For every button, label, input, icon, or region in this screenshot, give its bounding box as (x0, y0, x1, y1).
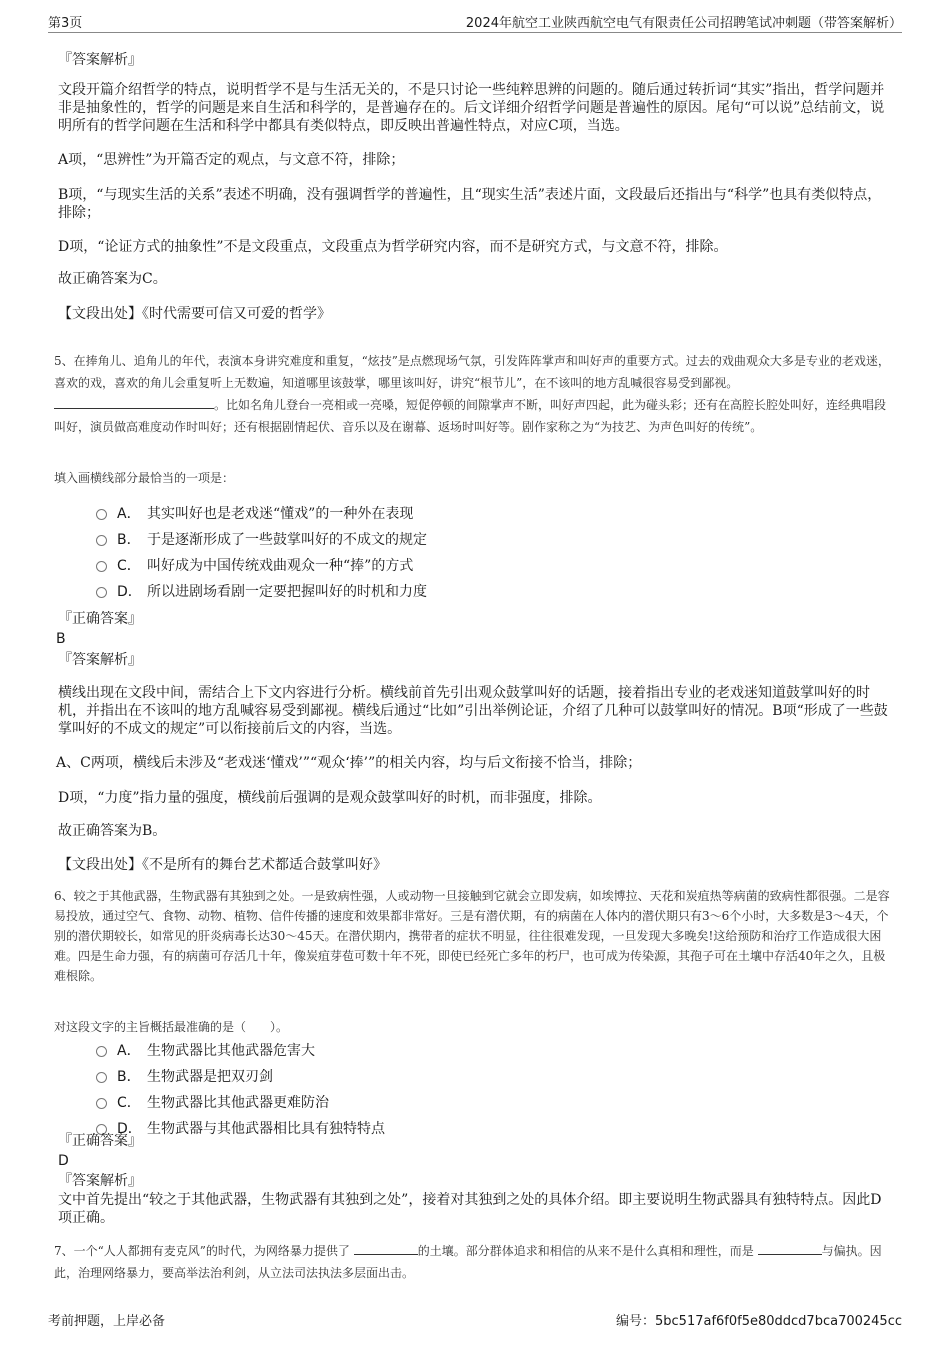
q5-option-c[interactable] (96, 557, 413, 575)
q7-fill-blank-1 (354, 1242, 418, 1255)
q5-source: 【文段出处】《不是所有的舞台艺术都适合鼓掌叫好》 (58, 857, 387, 873)
q7-stem (54, 1240, 892, 1284)
q7-stem-part1: 7、一个“人人都拥有麦克风”的时代，为网络暴力提供了 (54, 1244, 350, 1258)
option-text: 叫好成为中国传统戏曲观众一种“捧”的方式 (147, 558, 414, 574)
q6-analysis-paragraph: 文中首先提出“较之于其他武器，生物武器有其独到之处”，接着对其独到之处的具体介绍。即主要说明生物武器具有独特特点。因此D项正确。 (58, 1192, 882, 1226)
page-number: 第3页 (48, 16, 83, 31)
q6-option-c[interactable] (96, 1094, 329, 1112)
q5-analysis-paragraph: 横线出现在文段中间，需结合上下文内容进行分析。横线前首先引出观众鼓掌叫好的话题，接着指出专业的老戏迷知道鼓掌叫好的时机，并指出在不该叫的地方乱喊容易受到鄙视。横线后通过“比如”引出举例论证，介绍了几种可以鼓掌叫好的情况。B项“形成了一些鼓掌叫好的不成文的规定”可以衔接前后文的内容，当选。 (58, 685, 888, 737)
q5-option-b[interactable] (96, 531, 427, 549)
q6-option-b[interactable] (96, 1068, 273, 1086)
q5-prompt: 填入画横线部分最恰当的一项是： (54, 471, 235, 485)
option-letter: C． (117, 558, 141, 574)
radio-icon[interactable] (96, 509, 107, 520)
q5-option-a[interactable] (96, 505, 413, 523)
option-letter: D． (117, 584, 142, 600)
option-letter: B． (117, 1069, 141, 1085)
option-text: 生物武器与其他武器相比具有独特特点 (147, 1121, 385, 1137)
q7-stem-part2: 的土壤。部分群体追求和相信的从来不是什么真相和理性，而是 (417, 1244, 754, 1258)
q7-stem-part3: 与偏执。因此，治理网络暴力，要高举法治利剑，从立法司法执法多层面出击。 (54, 1244, 882, 1280)
q6-answer: D (58, 1153, 69, 1169)
q4-analysis-option-b: B项，“与现实生活的关系”表述不明确，没有强调哲学的普遍性，且“现实生活”表述片面，文段最后还指出与“科学”也具有类似特点，排除； (58, 187, 882, 221)
page-footer (48, 1310, 902, 1329)
q4-source: 【文段出处】《时代需要可信又可爱的哲学》 (58, 306, 331, 322)
radio-icon[interactable] (96, 1098, 107, 1109)
radio-icon[interactable] (96, 1046, 107, 1057)
q5-analysis-label: 『答案解析』 (58, 652, 142, 668)
q5-analysis-option-d: D项，“力度”指力量的强度，横线前后强调的是观众鼓掌叫好的时机，而非强度，排除。 (58, 790, 602, 806)
q5-conclusion: 故正确答案为B。 (58, 823, 167, 839)
q6-prompt: 对这段文字的主旨概括最准确的是（ ）。 (54, 1020, 289, 1034)
q6-option-a[interactable] (96, 1042, 315, 1060)
q5-stem (54, 350, 892, 438)
option-text: 其实叫好也是老戏迷“懂戏”的一种外在表现 (147, 506, 414, 522)
q4-analysis-paragraph: 文段开篇介绍哲学的特点，说明哲学不是与生活无关的，不是只讨论一些纯粹思辨的问题的。随后通过转折词“其实”指出，哲学问题并非是抽象性的，哲学的问题是来自生活和科学的，是普遍存在的。后文详细介绍哲学问题是普遍性的原因。尾句“可以说”总结前文，说明所有的哲学问题在生活和科学中都具有类似特点，即反映出普遍性特点，对应C项，当选。 (58, 82, 885, 134)
q6-answer-label: 『正确答案』 (58, 1133, 142, 1149)
option-text: 生物武器比其他武器危害大 (147, 1043, 315, 1059)
q4-analysis-label: 『答案解析』 (58, 52, 142, 68)
page-header (48, 12, 902, 33)
radio-icon[interactable] (96, 535, 107, 546)
option-text: 于是逐渐形成了一些鼓掌叫好的不成文的规定 (147, 532, 427, 548)
option-letter: B． (117, 532, 141, 548)
q5-answer: B (56, 631, 66, 647)
radio-icon[interactable] (96, 587, 107, 598)
option-text: 生物武器是把双刃剑 (147, 1069, 273, 1085)
document-id: 编号：5bc517af6f0f5e80ddcd7bca700245cc (616, 1314, 902, 1329)
q4-analysis-option-a: A项，“思辨性”为开篇否定的观点，与文意不符，排除； (58, 152, 405, 168)
q5-stem-part1: 5、在捧角儿、追角儿的年代，表演本身讲究难度和重复，“炫技”是点燃现场气氛，引发阵阵掌声和叫好声的重要方式。过去的戏曲观众大多是专业的老戏迷，喜欢的戏，喜欢的角儿会重复听上无数遍，知道哪里该鼓掌，哪里该叫好，讲究“根节儿”，在不该叫的地方乱喊很容易受到鄙视。 (54, 354, 890, 390)
q5-option-d[interactable] (96, 583, 427, 601)
q5-analysis-option-ac: A、C两项，横线后未涉及“老戏迷‘懂戏’”“观众‘捧’”的相关内容，均与后文衔接不恰当，排除； (56, 755, 642, 771)
option-text: 所以进剧场看剧一定要把握叫好的时机和力度 (147, 584, 427, 600)
q5-answer-label: 『正确答案』 (58, 611, 142, 627)
option-letter: A． (117, 1043, 141, 1059)
q6-stem: 6、较之于其他武器，生物武器有其独到之处。一是致病性强，人或动物一旦接触到它就会立即发病，如埃博拉、天花和炭疽热等病菌的致病性都很强。二是容易投放，通过空气、食物、动物、植物、信件传播的速度和效果都非常好。三是有潜伏期，有的病菌在人体内的潜伏期只有3～6个小时，大多数是3～4天，个别的潜伏期较长，如常见的肝炎病毒长达30～45天。在潜伏期内，携带者的症状不明显，往往很难发现，一旦发现大多晚矣!这给预防和治疗工作造成很大困难。四是生命力强，有的病菌可存活几十年，像炭疽芽苞可数十年不死，即使已经死亡多年的朽尸，也可成为传染源，其孢子可在土壤中存活40年之久，且极难根除。 (54, 889, 890, 983)
q5-fill-blank (54, 396, 214, 409)
option-letter: D． (117, 1121, 142, 1137)
document-title: 2024年航空工业陕西航空电气有限责任公司招聘笔试冲刺题（带答案解析） (465, 16, 902, 31)
option-text: 生物武器比其他武器更难防治 (147, 1095, 329, 1111)
radio-icon[interactable] (96, 1072, 107, 1083)
radio-icon[interactable] (96, 561, 107, 572)
q4-conclusion: 故正确答案为C。 (58, 271, 167, 287)
q6-analysis-label: 『答案解析』 (58, 1173, 142, 1189)
q7-fill-blank-2 (758, 1242, 822, 1255)
footer-slogan: 考前押题，上岸必备 (48, 1314, 166, 1329)
q5-stem-part2: 。比如名角儿登台一亮相或一亮嗓，短促停顿的间隙掌声不断，叫好声四起，此为碰头彩；还有在高腔长腔处叫好，连经典唱段叫好，演员做高难度动作时叫好；还有根据剧情起伏、音乐以及在谢幕、返场时叫好等。剧作家称之为“为技艺、为声色叫好的传统”。 (54, 398, 887, 434)
option-letter: C． (117, 1095, 141, 1111)
q4-analysis-option-d: D项，“论证方式的抽象性”不是文段重点，文段重点为哲学研究内容，而不是研究方式，与文意不符，排除。 (58, 239, 728, 255)
option-letter: A． (117, 506, 141, 522)
